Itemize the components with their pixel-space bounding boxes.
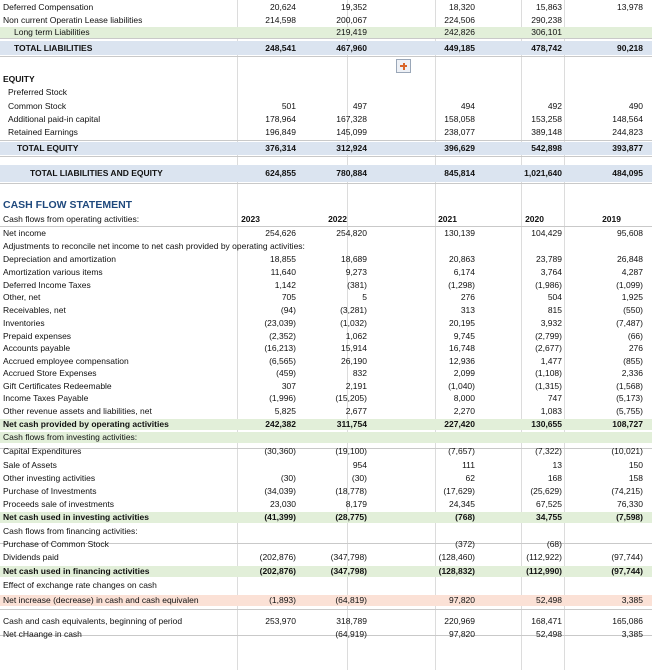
cell: 705	[281, 292, 296, 302]
cash-flow-row	[0, 228, 652, 239]
cash-flow-row	[0, 446, 652, 457]
cash-flow-row	[0, 512, 652, 523]
cell: (7,598)	[616, 512, 643, 522]
cell: 97,820	[449, 629, 475, 639]
row-label: Net increase (decrease) in cash and cash equivalen	[3, 595, 199, 605]
cell: 1,925	[621, 292, 643, 302]
cell: (7,487)	[616, 318, 643, 328]
row-label: TOTAL LIABILITIES AND EQUITY	[30, 168, 163, 178]
cell: 13,978	[617, 2, 643, 12]
cell: (1,315)	[535, 381, 562, 391]
cell: 254,820	[336, 228, 367, 238]
cell: 396,629	[444, 143, 475, 153]
cash-flow-row	[0, 616, 652, 627]
cell: 12,936	[449, 356, 475, 366]
cell: 111	[462, 460, 475, 470]
cell	[236, 629, 296, 640]
cell: (30,360)	[264, 446, 296, 456]
row-label: Net cash used in financing activities	[3, 566, 150, 576]
cell: 238,077	[444, 127, 475, 137]
row-label: Preferred Stock	[8, 87, 68, 97]
cell: (1,032)	[340, 318, 367, 328]
cell: 313	[460, 305, 475, 315]
row-label: Deferred Compensation	[3, 2, 94, 12]
cell: (97,744)	[611, 566, 643, 576]
cell	[415, 580, 475, 591]
cell: (550)	[623, 305, 643, 315]
balance-row	[0, 127, 652, 138]
cell: 3,385	[621, 629, 643, 639]
cash-flow-row	[0, 343, 652, 354]
cell: 18,855	[270, 254, 296, 264]
balance-total-row	[0, 142, 652, 155]
year-header: 2021	[438, 214, 457, 224]
cell: 954	[352, 460, 367, 470]
cell: (7,322)	[535, 446, 562, 456]
balance-row	[0, 114, 652, 125]
cell: (1,986)	[535, 280, 562, 290]
row-label: EQUITY	[3, 74, 35, 84]
cell: (15,205)	[335, 393, 367, 403]
row-label: Other revenue assets and liabilities, net	[3, 406, 152, 416]
cash-flow-row	[0, 526, 652, 537]
cell	[236, 432, 296, 443]
cell: (10,021)	[611, 446, 643, 456]
cash-flow-row	[0, 280, 652, 291]
row-label: Accrued employee compensation	[3, 356, 129, 366]
cell: 214,598	[265, 15, 296, 25]
cell: 34,755	[536, 512, 562, 522]
cell: 6,174	[453, 267, 475, 277]
row-label: Receivables, net	[3, 305, 66, 315]
equity-heading	[0, 74, 652, 85]
cell: (768)	[455, 512, 475, 522]
row-label: Cash and cash equivalents, beginning of period	[3, 616, 183, 626]
cell: 624,855	[265, 168, 296, 178]
cell: 224,506	[444, 15, 475, 25]
cell: (30)	[351, 473, 367, 483]
cell: 20,624	[270, 2, 296, 12]
cell: 168,471	[531, 616, 562, 626]
cell: 276	[460, 292, 475, 302]
row-label: Net cash provided by operating activities	[3, 419, 169, 429]
cash-flow-row	[0, 393, 652, 404]
cell: 1,021,640	[524, 168, 562, 178]
cell: 52,498	[536, 595, 562, 605]
cell: (17,629)	[443, 486, 475, 496]
cell: 26,848	[617, 254, 643, 264]
cash-flow-row	[0, 552, 652, 563]
row-label: TOTAL LIABILITIES	[14, 43, 93, 53]
row-label: Inventories	[3, 318, 45, 328]
cell: (94)	[280, 305, 296, 315]
cell: (5,755)	[616, 406, 643, 416]
cell: 393,877	[612, 143, 643, 153]
cell: (97,744)	[611, 552, 643, 562]
cell: 490	[628, 101, 643, 111]
cell: (25,629)	[530, 486, 562, 496]
cell: 165,086	[612, 616, 643, 626]
cell: (372)	[455, 539, 475, 549]
cell: 15,863	[536, 2, 562, 12]
cash-flow-row	[0, 318, 652, 329]
cell: 9,745	[453, 331, 475, 341]
cell: 20,195	[449, 318, 475, 328]
cell: (16,213)	[264, 343, 296, 353]
cell	[236, 27, 296, 38]
cell: 1,062	[345, 331, 367, 341]
cell: 8,179	[345, 499, 367, 509]
cell: (1,108)	[535, 368, 562, 378]
cell: 18,689	[341, 254, 367, 264]
row-label: Adjustments to reconcile net income to net cash provided by operating activities:	[3, 241, 305, 251]
paste-options-icon[interactable]	[396, 59, 411, 73]
cell: 832	[352, 368, 367, 378]
cash-flow-row	[0, 305, 652, 316]
cell	[307, 241, 367, 252]
row-label: Capital Expenditures	[3, 446, 82, 456]
cell: (1,099)	[616, 280, 643, 290]
cell: 13	[552, 460, 562, 470]
cash-flow-row	[0, 580, 652, 591]
cell: 62	[465, 473, 475, 483]
row-label: Income Taxes Payable	[3, 393, 89, 403]
cell: 67,525	[536, 499, 562, 509]
cash-flow-row	[0, 356, 652, 367]
row-label: Common Stock	[8, 101, 67, 111]
cell: 23,789	[536, 254, 562, 264]
row-label: Amortization various items	[3, 267, 103, 277]
cell: (30)	[280, 473, 296, 483]
cell: 449,185	[444, 43, 475, 53]
cell: 311,754	[336, 419, 367, 429]
cell: 168	[547, 473, 562, 483]
cell: (1,893)	[269, 595, 296, 605]
year-header-row	[0, 214, 652, 225]
cell: 2,270	[453, 406, 475, 416]
cell: 497	[352, 101, 367, 111]
cell: 4,287	[621, 267, 643, 277]
row-label: Other, net	[3, 292, 41, 302]
cell: 501	[281, 101, 296, 111]
cell: (5,173)	[616, 393, 643, 403]
cell	[502, 526, 562, 537]
cell	[583, 27, 643, 38]
cell: 5	[362, 292, 367, 302]
cell	[307, 580, 367, 591]
cell: (1,040)	[448, 381, 475, 391]
cell: 76,330	[617, 499, 643, 509]
cell: 542,898	[531, 143, 562, 153]
cell: 130,139	[444, 228, 475, 238]
cell	[415, 432, 475, 443]
row-label: Additional paid-in capital	[8, 114, 101, 124]
cell: 307	[281, 381, 296, 391]
row-label: Purchase of Common Stock	[3, 539, 109, 549]
cell	[415, 241, 475, 252]
cell: 254,626	[265, 228, 296, 238]
cell: 220,969	[444, 616, 475, 626]
cash-flow-title: CASH FLOW STATEMENT	[3, 199, 133, 211]
year-header: 2020	[525, 214, 544, 224]
cell: 158,058	[444, 114, 475, 124]
balance-row	[0, 15, 652, 26]
cell: 167,328	[336, 114, 367, 124]
row-label: Dividends paid	[3, 552, 59, 562]
cell	[583, 432, 643, 443]
cell: 219,419	[336, 27, 367, 37]
cell: 244,823	[612, 127, 643, 137]
cash-flow-row	[0, 486, 652, 497]
cell: 504	[547, 292, 562, 302]
row-label: Net income	[3, 228, 46, 238]
cash-flow-row	[0, 419, 652, 430]
cell: (112,990)	[526, 566, 562, 576]
cell	[236, 580, 296, 591]
cell: 90,218	[617, 43, 643, 53]
cash-flow-row	[0, 241, 652, 252]
row-label: Purchase of Investments	[3, 486, 97, 496]
cell: 306,101	[531, 27, 562, 37]
cash-flow-row	[0, 473, 652, 484]
cash-flow-row	[0, 267, 652, 278]
cell	[583, 526, 643, 537]
cell: 2,191	[345, 381, 367, 391]
cell: 178,964	[265, 114, 296, 124]
cell: (41,399)	[264, 512, 296, 522]
cell: 52,498	[536, 629, 562, 639]
cell: 227,420	[444, 419, 475, 429]
row-label: Accrued Store Expenses	[3, 368, 97, 378]
cell: (855)	[623, 356, 643, 366]
row-label: Net cHaange in cash	[3, 629, 82, 639]
balance-row	[0, 101, 652, 112]
cell: (128,832)	[438, 566, 475, 576]
cell: 1,477	[540, 356, 562, 366]
cell: (1,568)	[616, 381, 643, 391]
cell: 242,382	[265, 419, 296, 429]
cell: 1,083	[540, 406, 562, 416]
row-label: Other investing activities	[3, 473, 96, 483]
cell: 318,789	[336, 616, 367, 626]
year-header: 2022	[328, 214, 347, 224]
cell: 24,345	[449, 499, 475, 509]
row-label: Non current Operatin Lease liabilities	[3, 15, 143, 25]
cell: 200,067	[336, 15, 367, 25]
balance-total-row	[0, 41, 652, 55]
cell: 153,258	[531, 114, 562, 124]
cell: (18,778)	[335, 486, 367, 496]
balance-total-row	[0, 165, 652, 182]
cash-flow-row	[0, 368, 652, 379]
row-label: Cash flows from investing activities:	[3, 432, 138, 442]
cash-flow-row	[0, 629, 652, 640]
cell: 747	[547, 393, 562, 403]
cell	[583, 580, 643, 591]
cell: 780,884	[336, 168, 367, 178]
cell: (1,298)	[448, 280, 475, 290]
cell: (23,039)	[264, 318, 296, 328]
row-label: TOTAL EQUITY	[17, 143, 79, 153]
cell: (19,100)	[335, 446, 367, 456]
cash-flow-row	[0, 432, 652, 443]
cell: 389,148	[531, 127, 562, 137]
cell: (66)	[627, 331, 643, 341]
cell: 148,564	[612, 114, 643, 124]
cell: 104,429	[531, 228, 562, 238]
cell: 8,000	[453, 393, 475, 403]
cell: 158	[628, 473, 643, 483]
cell: 492	[547, 101, 562, 111]
cell: 2,099	[453, 368, 475, 378]
cell: 467,960	[336, 43, 367, 53]
row-label: Effect of exchange rate changes on cash	[3, 580, 157, 590]
cash-flow-row	[0, 254, 652, 265]
cell: 815	[547, 305, 562, 315]
cell: 23,030	[270, 499, 296, 509]
cell: (202,876)	[259, 552, 296, 562]
row-label: Cash flows from operating activities:	[3, 214, 140, 224]
cell: 26,190	[341, 356, 367, 366]
cell: (6,565)	[269, 356, 296, 366]
cell	[583, 539, 643, 550]
row-label: Deferred Income Taxes	[3, 280, 91, 290]
cash-flow-row	[0, 499, 652, 510]
cell	[583, 15, 643, 26]
cell	[236, 539, 296, 550]
cash-flow-row	[0, 381, 652, 392]
balance-row	[0, 27, 652, 38]
row-label: Accounts payable	[3, 343, 71, 353]
cash-flow-row	[0, 566, 652, 577]
cell: 312,924	[336, 143, 367, 153]
cell: (2,799)	[535, 331, 562, 341]
row-label: Net cash used in investing activities	[3, 512, 149, 522]
cash-flow-row	[0, 460, 652, 471]
cell: 2,336	[621, 368, 643, 378]
cell: (381)	[347, 280, 367, 290]
cell: 478,742	[531, 43, 562, 53]
year-header: 2019	[602, 214, 621, 224]
cell: 1,142	[274, 280, 296, 290]
cell: (1,996)	[269, 393, 296, 403]
cell: (3,281)	[340, 305, 367, 315]
cell: (34,039)	[264, 486, 296, 496]
cell: 95,608	[617, 228, 643, 238]
cell: 11,640	[270, 267, 296, 277]
cell: 145,099	[336, 127, 367, 137]
cell: 19,352	[341, 2, 367, 12]
cash-flow-row	[0, 406, 652, 417]
row-label: Depreciation and amortization	[3, 254, 116, 264]
cell: 484,095	[612, 168, 643, 178]
cell: 3,385	[621, 595, 643, 605]
cell: (347,798)	[330, 552, 367, 562]
cell	[502, 241, 562, 252]
cell: 3,764	[540, 267, 562, 277]
cash-flow-row	[0, 539, 652, 550]
cash-flow-row	[0, 292, 652, 303]
cell: (68)	[546, 539, 562, 549]
row-label: Sale of Assets	[3, 460, 57, 470]
cell: 9,273	[345, 267, 367, 277]
cell: 2,677	[345, 406, 367, 416]
cell: 845,814	[444, 168, 475, 178]
row-label: Gift Certificates Redeemable	[3, 381, 112, 391]
cell	[307, 539, 367, 550]
cell: (128,460)	[438, 552, 475, 562]
cell: 494	[460, 101, 475, 111]
cash-flow-row	[0, 331, 652, 342]
cell	[502, 432, 562, 443]
row-label: Cash flows from financing activities:	[3, 526, 138, 536]
cell	[307, 432, 367, 443]
cell: 20,863	[449, 254, 475, 264]
cell: 150	[628, 460, 643, 470]
cell: (347,798)	[330, 566, 367, 576]
cell	[415, 526, 475, 537]
balance-row	[0, 87, 652, 98]
cell	[502, 580, 562, 591]
cell: (7,657)	[448, 446, 475, 456]
cell: (202,876)	[259, 566, 296, 576]
cell: (74,215)	[611, 486, 643, 496]
cell	[236, 526, 296, 537]
cell: (2,352)	[269, 331, 296, 341]
cell: (64,819)	[335, 595, 367, 605]
cell: (64,919)	[335, 629, 367, 639]
cell: 376,314	[265, 143, 296, 153]
cell: 276	[628, 343, 643, 353]
cell: 242,826	[444, 27, 475, 37]
cell: (2,677)	[535, 343, 562, 353]
cell: 97,820	[449, 595, 475, 605]
cell: (459)	[276, 368, 296, 378]
cell: 5,825	[274, 406, 296, 416]
cell: 130,655	[531, 419, 562, 429]
row-label: Proceeds sale of investments	[3, 499, 115, 509]
cash-flow-row	[0, 595, 652, 606]
row-label: Retained Earnings	[8, 127, 78, 137]
cell: 196,849	[265, 127, 296, 137]
balance-row	[0, 2, 652, 13]
cell: 290,238	[531, 15, 562, 25]
cell: 15,914	[341, 343, 367, 353]
cell: 16,748	[449, 343, 475, 353]
year-header: 2023	[241, 214, 260, 224]
cell	[236, 460, 296, 471]
row-label: Long term Liabilities	[14, 27, 90, 37]
cell	[583, 241, 643, 252]
cell: (112,922)	[526, 552, 562, 562]
cell: 248,541	[265, 43, 296, 53]
cell: 3,932	[540, 318, 562, 328]
cell	[236, 241, 296, 252]
cell	[307, 526, 367, 537]
cell: 253,970	[265, 616, 296, 626]
cell: (28,775)	[335, 512, 367, 522]
cell: 108,727	[612, 419, 643, 429]
row-label: Prepaid expenses	[3, 331, 72, 341]
cell: 18,320	[449, 2, 475, 12]
